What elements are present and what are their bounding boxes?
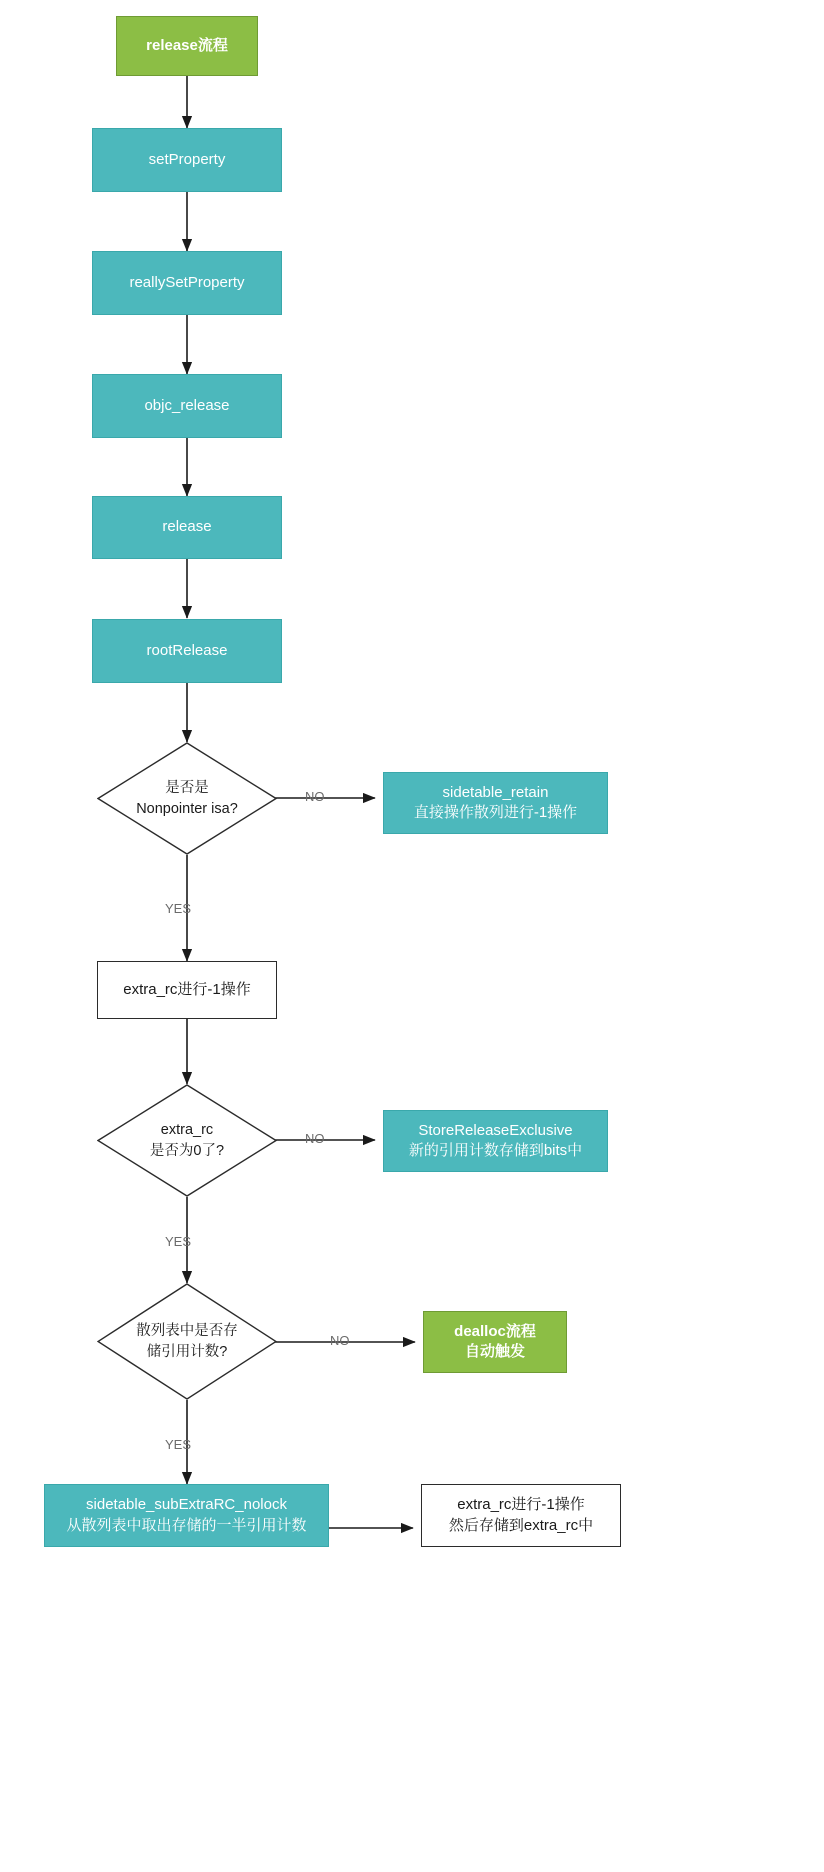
node-label: rootRelease <box>146 641 228 659</box>
decision-label <box>97 1283 277 1400</box>
decision-line-2: 储引用计数? <box>146 1343 228 1360</box>
node-objc-release <box>92 374 282 438</box>
node-label: reallySetProperty <box>129 273 245 291</box>
node-store-release-exclusive <box>383 1110 608 1172</box>
decision-line-2: 是否为0了? <box>149 1142 225 1159</box>
node-sidetable-sub-extra-rc <box>44 1484 329 1547</box>
node-line-2: 直接操作散列进行-1操作 <box>413 804 578 821</box>
node-label: setProperty <box>148 150 226 168</box>
decision-label <box>97 1084 277 1197</box>
node-extra-rc-decrement <box>97 961 277 1019</box>
decision-sidetable-has-refcount <box>97 1283 277 1400</box>
node-line-1: sidetable_subExtraRC_nolock <box>86 1496 287 1514</box>
node-label: extra_rc进行-1操作 <box>123 980 251 998</box>
node-dealloc <box>423 1311 567 1373</box>
decision-line-1: 散列表中是否存 <box>136 1323 238 1340</box>
edge-label-sidetable-no: NO <box>330 1333 350 1348</box>
node-line-2: 从散列表中取出存储的一半引用计数 <box>66 1516 307 1534</box>
node-set-property <box>92 128 282 192</box>
node-line-1: dealloc流程 <box>454 1322 536 1340</box>
decision-line-2: Nonpointer isa? <box>136 800 238 817</box>
node-really-set-property <box>92 251 282 315</box>
node-label: objc_release <box>144 396 230 414</box>
edge-label-extra-rc-yes: YES <box>165 1234 192 1249</box>
node-line-2: 然后存储到extra_rc中 <box>448 1516 594 1534</box>
node-line-1: StoreReleaseExclusive <box>418 1121 573 1139</box>
node-line-1: sidetable_retain <box>442 783 549 801</box>
edge-label-nonpointer-yes: YES <box>165 901 192 916</box>
edge-label-sidetable-yes: YES <box>165 1437 192 1452</box>
node-root-release <box>92 619 282 683</box>
node-label: release流程 <box>146 36 228 54</box>
decision-label <box>97 742 277 855</box>
node-line-2: 新的引用计数存储到bits中 <box>408 1142 583 1159</box>
node-sidetable-retain <box>383 772 608 834</box>
decision-nonpointer-isa <box>97 742 277 855</box>
node-release-start <box>116 16 258 76</box>
node-label: release <box>162 518 212 536</box>
node-extra-rc-store <box>421 1484 621 1547</box>
node-line-1: extra_rc进行-1操作 <box>457 1496 585 1514</box>
edge-label-extra-rc-no: NO <box>305 1131 325 1146</box>
decision-extra-rc-zero <box>97 1084 277 1197</box>
node-line-2: 自动触发 <box>464 1343 525 1360</box>
decision-line-1: 是否是 <box>165 780 209 797</box>
edge-label-nonpointer-no: NO <box>305 789 325 804</box>
node-release <box>92 496 282 559</box>
decision-line-1: extra_rc <box>160 1122 214 1139</box>
